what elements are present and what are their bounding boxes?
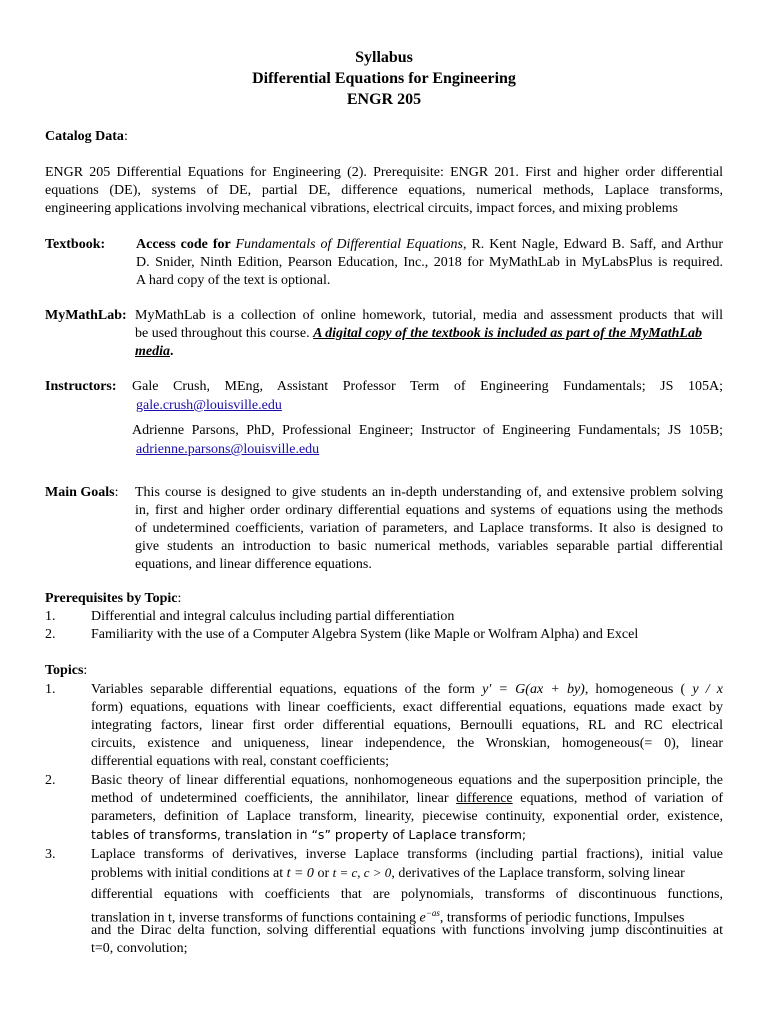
- mymathlab-label: MyMathLab:: [45, 308, 127, 323]
- topic-1-line-3: integrating factors, linear first order differential equations, Bernoulli equations, RL and RC electrical: [91, 718, 723, 733]
- topic-2-line-3: parameters, definition of Laplace transform, linearity, piecewise continuity, exponential order, existence,: [91, 809, 723, 824]
- goals-line-4: give students an introduction to basic numerical methods, variables separable partial differential: [135, 539, 723, 554]
- form-equation: y′ = G(ax + by): [482, 682, 585, 697]
- mymathlab-line-2: be used throughout this course. A digital copy of the textbook is included as part of the MyMathLab: [135, 326, 702, 341]
- topics-label: Topics: [45, 663, 84, 678]
- catalog-label: Catalog Data: [45, 129, 124, 144]
- catalog-heading: Catalog Data:: [45, 129, 128, 144]
- topic-3-line-2: problems with initial conditions at t = 0 or t = c, c > 0, derivatives of the Laplace transform, solving linear: [91, 865, 685, 881]
- topic-1-line-1: Variables separable differential equations, equations of the form y′ = G(ax + by), homogeneous ( y / x: [91, 682, 723, 697]
- course-title: Differential Equations for Engineering: [252, 70, 516, 87]
- topic-3-line-3: differential equations with coefficients that are polynomials, transforms of discontinuous functions,: [91, 887, 723, 902]
- prereq-item-1-num: 1.: [45, 609, 56, 624]
- topic-2-num: 2.: [45, 773, 56, 788]
- course-code: ENGR 205: [346, 91, 422, 108]
- digital-copy-note: A digital copy of the textbook is included as part of the MyMathLab: [313, 326, 702, 341]
- topic-3-num: 3.: [45, 847, 56, 862]
- topic-3-line-6: t=0, convolution;: [91, 941, 188, 956]
- mymathlab-line-3: media.: [135, 344, 174, 359]
- prereq-item-2: Familiarity with the use of a Computer Algebra System (like Maple or Wolfram Alpha) and Excel: [91, 627, 639, 642]
- topics-heading: Topics:: [45, 663, 88, 678]
- instructor-1-email-link[interactable]: gale.crush@louisville.edu: [136, 398, 282, 413]
- goals-line-1: This course is designed to give students an in-depth understanding of, and extensive problem solving: [135, 485, 723, 500]
- mymathlab-line-1: MyMathLab is a collection of online homework, tutorial, media and assessment products that will: [135, 308, 723, 323]
- prereq-label: Prerequisites by Topic: [45, 591, 178, 606]
- goals-line-5: equations, and linear difference equations.: [135, 557, 372, 572]
- instructor-1-info: Gale Crush, MEng, Assistant Professor Term of Engineering Fundamentals; JS 105A;: [132, 379, 723, 394]
- textbook-title: Fundamentals of Differential Equations: [235, 237, 463, 252]
- prereq-item-2-num: 2.: [45, 627, 56, 642]
- catalog-line-2: equations (DE), systems of DE, partial DE, difference equations, numerical methods, Laplace transforms,: [45, 183, 723, 198]
- catalog-line-1: ENGR 205 Differential Equations for Engineering (2). Prerequisite: ENGR 201. First and higher order differential: [45, 165, 723, 180]
- goals-line-3: of undetermined coefficients, variation of parameters, and Laplace transforms. It also is designed to: [135, 521, 723, 536]
- prereq-item-1: Differential and integral calculus including partial differentiation: [91, 609, 455, 624]
- topic-1-num: 1.: [45, 682, 56, 697]
- prereq-heading: Prerequisites by Topic:: [45, 591, 182, 606]
- topic-1-line-5: differential equations with real, constant coefficients;: [91, 754, 390, 769]
- instructors-label: Instructors:: [45, 379, 117, 394]
- topic-2-line-1: Basic theory of linear differential equations, nonhomogeneous equations and the superposition principle, the: [91, 773, 723, 788]
- topic-3-line-1: Laplace transforms of derivatives, inverse Laplace transforms (including partial fractions), initial value: [91, 847, 723, 862]
- catalog-line-3: engineering applications involving mechanical vibrations, electrical circuits, impact forces, and mixing problems: [45, 201, 678, 216]
- goals-line-2: in, first and higher order ordinary differential equations and systems of equations using the methods: [135, 503, 723, 518]
- instructor-2-email-link[interactable]: adrienne.parsons@louisville.edu: [136, 442, 320, 457]
- instructor-2-info: Adrienne Parsons, PhD, Professional Engineer; Instructor of Engineering Fundamentals; JS 105B;: [132, 423, 723, 438]
- topic-2-line-4: tables of transforms, translation in “s” property of Laplace transform;: [91, 827, 527, 842]
- topic-1-line-2: form) equations, equations with linear coefficients, exact differential equations, equations made exact by: [91, 700, 723, 715]
- textbook-line-3: A hard copy of the text is optional.: [136, 273, 331, 288]
- topic-1-line-4: circuits, existence and uniqueness, linear independence, the Wronskian, homogeneous(= 0), linear: [91, 736, 723, 751]
- goals-heading: Main Goals:: [45, 485, 119, 500]
- doc-title: Syllabus: [355, 49, 413, 66]
- topic-2-line-2: method of undetermined coefficients, the annihilator, linear difference equations, method of variation of: [91, 791, 724, 806]
- topic-3-line-4: translation in t, inverse transforms of functions containing $e^{-as}$, transforms of periodic functions, Impulses: [91, 908, 685, 926]
- textbook-label: Textbook:: [45, 237, 106, 252]
- goals-label: Main Goals: [45, 485, 115, 500]
- textbook-line-2: D. Snider, Ninth Edition, Pearson Education, Inc., 2018 for MyMathLab in MyLabsPlus is required.: [136, 255, 723, 270]
- textbook-line-1: Access code for Fundamentals of Differential Equations, R. Kent Nagle, Edward B. Saff, and Arthur: [136, 237, 724, 252]
- topic-3-line-5: and the Dirac delta function, solving differential equations with functions involving jump discontinuities at: [91, 923, 723, 938]
